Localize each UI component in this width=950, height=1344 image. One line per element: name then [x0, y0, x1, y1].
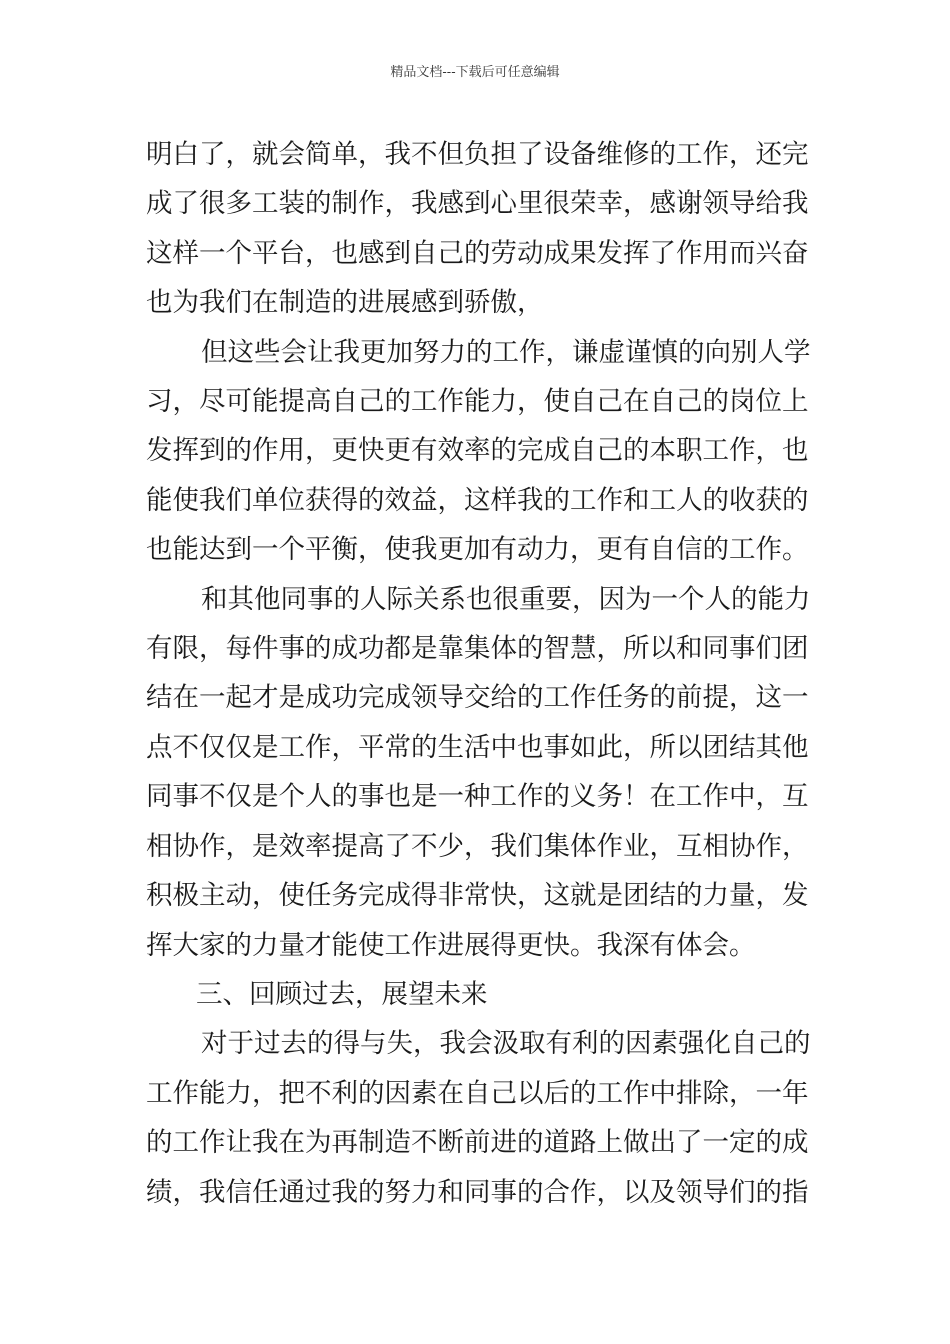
paragraph — [146, 1019, 811, 1217]
text-line: 成了很多工装的制作，我感到心里很荣幸，感谢领导给我 — [146, 188, 809, 220]
text-line: 绩，我信任通过我的努力和同事的合作，以及领导们的指 — [146, 1176, 809, 1208]
paragraph — [146, 130, 809, 328]
text-line: 发挥到的作用，更快更有效率的完成自己的本职工作，也 — [146, 435, 809, 467]
text-line: 但这些会让我更加努力的工作，谦虚谨慎的向别人学 — [201, 336, 811, 368]
text-line: 同事不仅是个人的事也是一种工作的义务！在工作中，互 — [146, 781, 809, 813]
document-body — [146, 130, 811, 1217]
text-line: 三、回顾过去，展望未来 — [196, 978, 488, 1010]
text-line: 能使我们单位获得的效益，这样我的工作和工人的收获的 — [146, 484, 809, 516]
text-line: 明白了，就会简单，我不但负担了设备维修的工作，还完 — [146, 139, 809, 170]
paragraph — [146, 575, 811, 970]
text-line: 有限，每件事的成功都是靠集体的智慧，所以和同事们团 — [146, 633, 809, 665]
text-line: 相协作，是效率提高了不少，我们集体作业，互相协作， — [146, 830, 809, 862]
text-line: 的工作让我在为再制造不断前进的道路上做出了一定的成 — [146, 1127, 809, 1159]
text-line: 积极主动，使任务完成得非常快，这就是团结的力量，发 — [146, 880, 809, 912]
text-line: 也能达到一个平衡，使我更加有动力，更有自信的工作。 — [146, 534, 809, 566]
text-line: 对于过去的得与失，我会汲取有利的因素强化自己的 — [201, 1028, 811, 1060]
text-line: 这样一个平台，也感到自己的劳动成果发挥了作用而兴奋 — [146, 237, 809, 269]
paragraph — [146, 328, 811, 575]
text-line: 结在一起才是成功完成领导交给的工作任务的前提，这一 — [146, 682, 809, 714]
page-header: 精品文档---下载后可任意编辑 — [390, 65, 560, 80]
text-line: 挥大家的力量才能使工作进展得更快。我深有体会。 — [146, 929, 756, 961]
section-heading — [146, 970, 806, 1019]
text-line: 工作能力，把不利的因素在自己以后的工作中排除，一年 — [146, 1077, 809, 1109]
text-line: 点不仅仅是工作，平常的生活中也事如此，所以团结其他 — [146, 731, 809, 763]
text-line: 也为我们在制造的进展感到骄傲， — [146, 287, 544, 319]
text-line: 习，尽可能提高自己的工作能力，使自己在自己的岗位上 — [146, 386, 809, 418]
text-line: 和其他同事的人际关系也很重要，因为一个人的能力 — [201, 583, 811, 615]
